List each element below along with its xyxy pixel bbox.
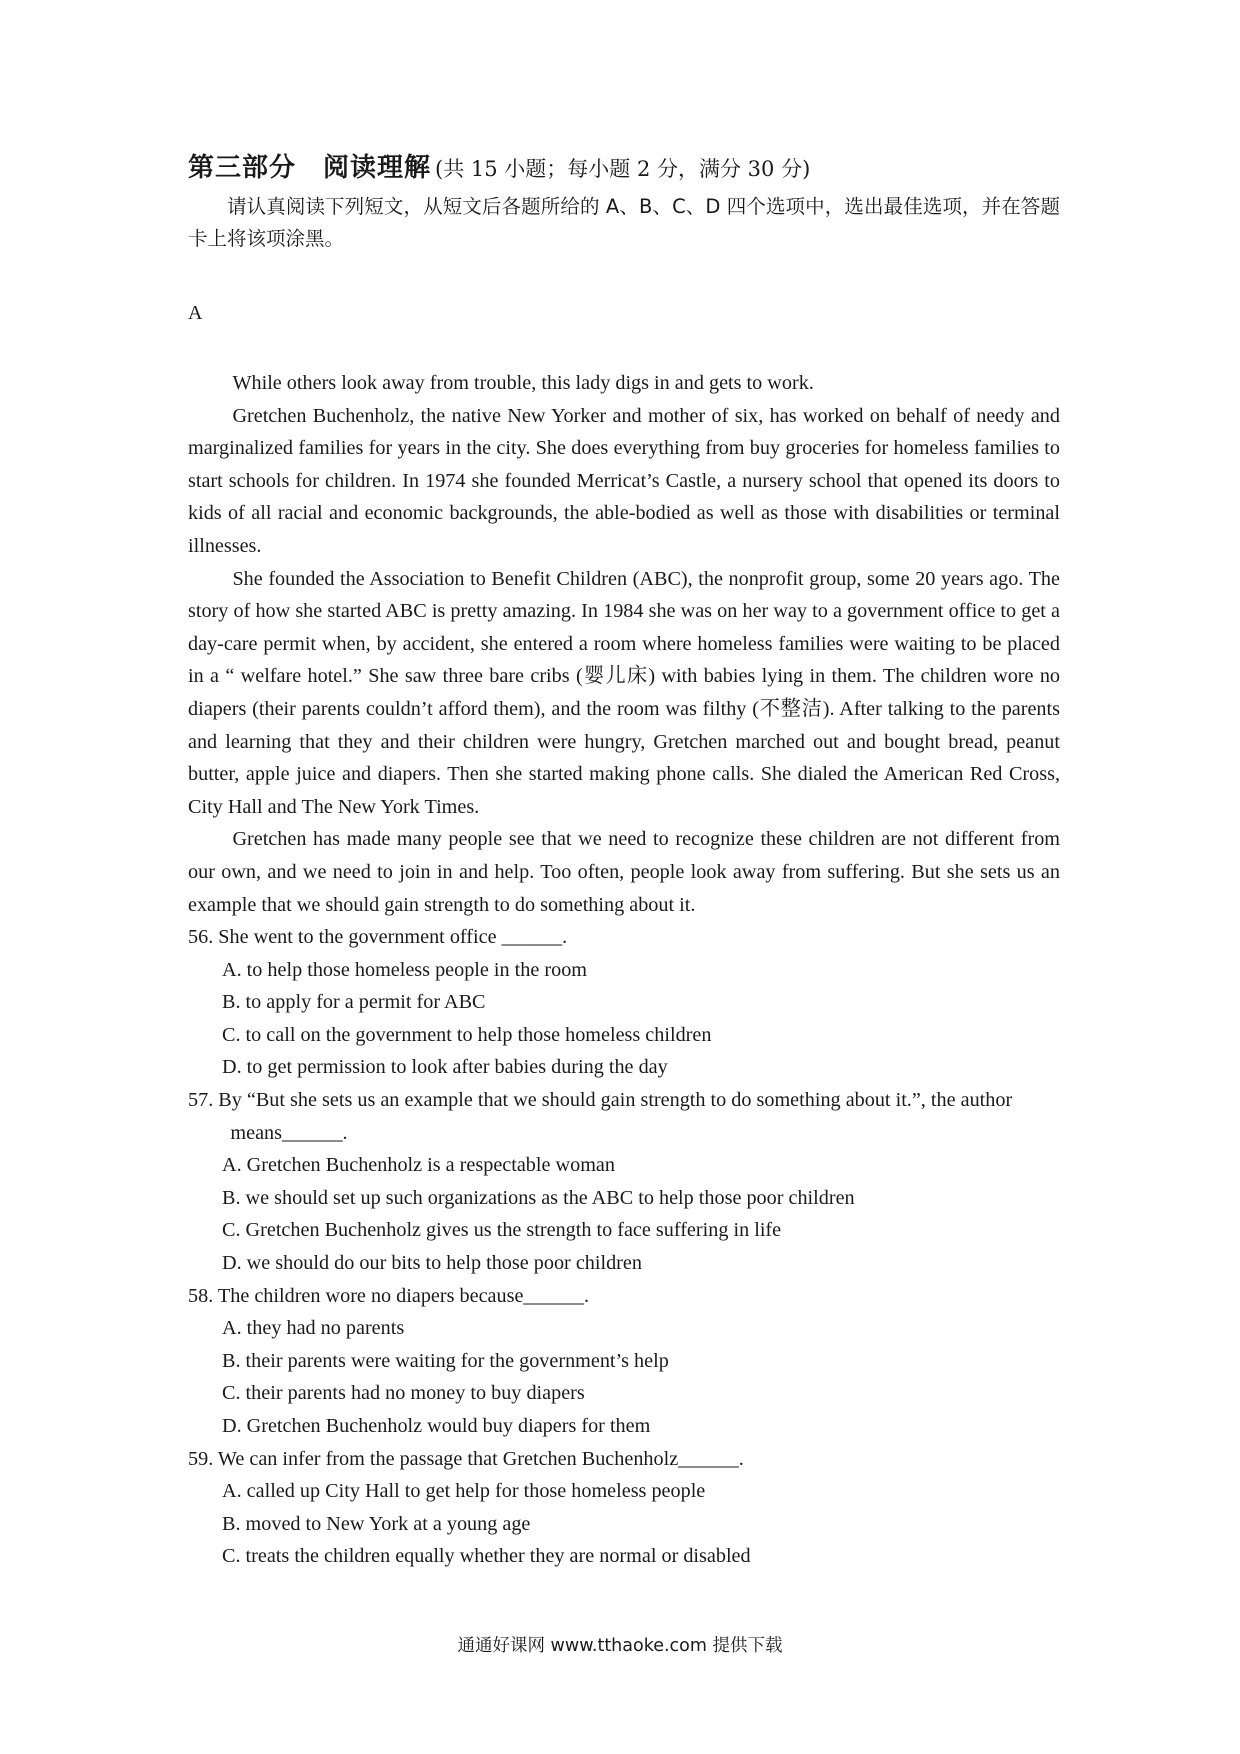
question-57 <box>188 1084 1060 1280</box>
answer-option: D. Gretchen Buchenholz would buy diapers for them <box>222 1415 651 1437</box>
answer-option: A. they had no parents <box>222 1317 405 1340</box>
section-title: 第三部分 阅读理解 <box>188 153 432 183</box>
question-59 <box>188 1443 1060 1573</box>
answer-option: B. to apply for a permit for ABC <box>222 991 486 1014</box>
answer-option: C. treats the children equally whether they are normal or disabled <box>222 1545 751 1568</box>
question-stem: 59. We can infer from the passage that Gretchen Buchenholz______. <box>188 1447 744 1470</box>
passage-label: A <box>188 302 203 324</box>
question-stem: 56. She went to the government office ______. <box>188 926 568 949</box>
answer-option: C. their parents had no money to buy diapers <box>222 1382 585 1405</box>
page-footer: 通通好课网 www.tthaoke.com 提供下载 <box>457 1636 783 1656</box>
answer-option: C. to call on the government to help those homeless children <box>222 1023 712 1046</box>
answer-option: A. called up City Hall to get help for those homeless people <box>222 1480 706 1503</box>
answer-option: D. to get permission to look after babies during the day <box>222 1056 668 1079</box>
reading-passage <box>188 367 1060 921</box>
answer-option: C. Gretchen Buchenholz gives us the strength to face suffering in life <box>222 1219 782 1242</box>
answer-option: D. we should do our bits to help those poor children <box>222 1252 642 1275</box>
answer-option: B. we should set up such organizations as the ABC to help those poor children <box>222 1186 855 1209</box>
answer-option: A. Gretchen Buchenholz is a respectable woman <box>222 1154 615 1177</box>
page-content <box>188 148 1060 1573</box>
section-scoring-note: (共 15 小题；每小题 2 分，满分 30 分) <box>435 157 811 181</box>
passage-paragraph: While others look away from trouble, this lady digs in and gets to work. <box>232 372 814 394</box>
answer-option: A. to help those homeless people in the room <box>222 958 587 981</box>
question-58 <box>188 1280 1060 1443</box>
passage-paragraph: She founded the Association to Benefit Children (ABC), the nonprofit group, some 20 years ago. The story of how she started ABC is pretty amazing. In 1984 she was on her way to a government office to get a day-care permit when, by accident, she entered a room where homeless families were waiting to be placed in a “ welfare hotel.” She saw three bare cribs (婴儿床) with babies lying in them. The children wore no diapers (their parents couldn’t afford them), and the room was filthy (不整洁). After talking to the parents and learning that they and their children were hungry, Gretchen marched out and bought bread, peanut butter, apple juice and diapers. Then she started making phone calls. She dialed the American Red Cross, City Hall and The New York Times. <box>188 567 1061 818</box>
section-header <box>188 148 1060 189</box>
passage-paragraph: Gretchen has made many people see that we need to recognize these children are not different from our own, and we need to join in and help. Too often, people look away from suffering. But she sets us an example that we should gain strength to do something about it. <box>188 828 1060 916</box>
answer-option: B. their parents were waiting for the government’s help <box>222 1349 669 1372</box>
section-instructions: 请认真阅读下列短文，从短文后各题所给的 A、B、C、D 四个选项中，选出最佳选项，并在答题卡上将该项涂黑。 <box>188 195 1060 250</box>
question-stem: 58. The children wore no diapers because______. <box>188 1284 590 1307</box>
passage-paragraph: Gretchen Buchenholz, the native New Yorker and mother of six, has worked on behalf of needy and marginalized families for years in the city. She does everything from buy groceries for homeless families to start schools for children. In 1974 she founded Merricat’s Castle, a nursery school that opened its doors to kids of all racial and economic backgrounds, the able-bodied as well as those with disabilities or terminal illnesses. <box>188 404 1060 557</box>
question-stem: 57. By “But she sets us an example that we should gain strength to do something about it.”, the author means______. <box>188 1089 1013 1144</box>
answer-option: B. moved to New York at a young age <box>222 1512 531 1535</box>
question-56 <box>188 921 1060 1084</box>
